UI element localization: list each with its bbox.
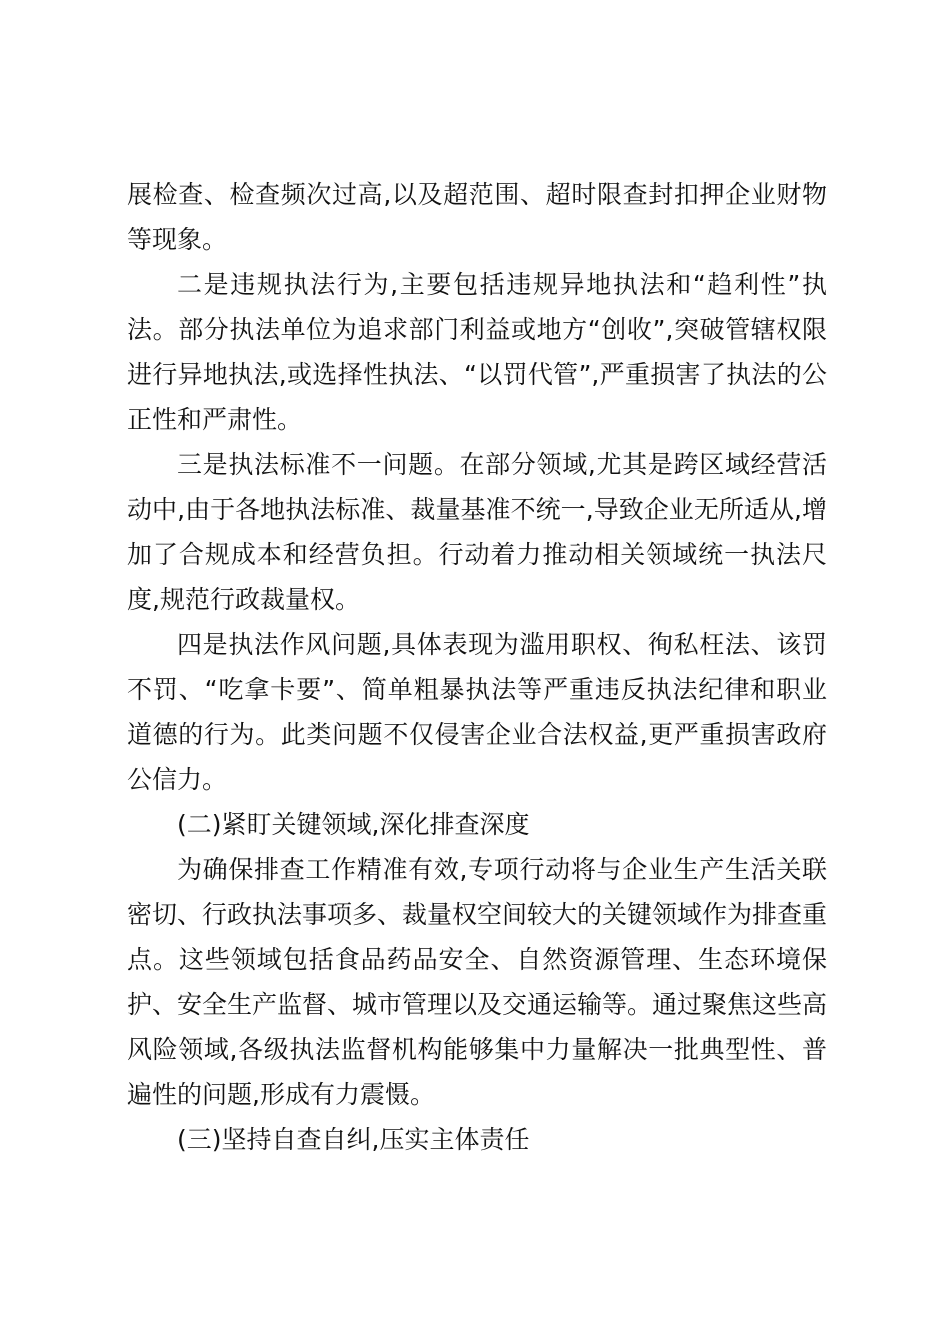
paragraph-continuation: 展检查、检查频次过高,以及超范围、超时限查封扣押企业财物等现象。 [127, 180, 827, 254]
paragraph-key-areas: 为确保排查工作精准有效,专项行动将与企业生产生活关联密切、行政执法事项多、裁量权空间较大的关键领域作为排查重点。这些领域包括食品药品安全、自然资源管理、生态环境保护、安全生产监督、城市管理以及交通运输等。通过聚焦这些高风险领域,各级执法监督机构能够集中力量解决一批典型性、普遍性的问题,形成有力震慑。 [127, 855, 828, 1109]
paragraph-inconsistent-standards: 三是执法标准不一问题。在部分领域,尤其是跨区域经营活动中,由于各地执法标准、裁量基准不统一,导致企业无所适从,增加了合规成本和经营负担。行动着力推动相关领域统一执法尺度,规范行政裁量权。 [127, 450, 827, 614]
paragraph-enforcement-style: 四是执法作风问题,具体表现为滥用职权、徇私枉法、该罚不罚、“吃拿卡要”、简单粗暴执法等严重违反执法纪律和职业道德的行为。此类问题不仅侵害企业合法权益,更严重损害政府公信力。 [127, 630, 827, 794]
document-body [127, 172, 827, 1162]
section-heading-key-areas: (二)紧盯关键领域,深化排查深度 [177, 810, 530, 839]
paragraph-illegal-enforcement: 二是违规执法行为,主要包括违规异地执法和“趋利性”执法。部分执法单位为追求部门利益或地方“创收”,突破管辖权限进行异地执法,或选择性执法、“以罚代管”,严重损害了执法的公正性和严肃性。 [127, 270, 827, 434]
section-heading-self-inspection: (三)坚持自查自纠,压实主体责任 [177, 1125, 530, 1154]
